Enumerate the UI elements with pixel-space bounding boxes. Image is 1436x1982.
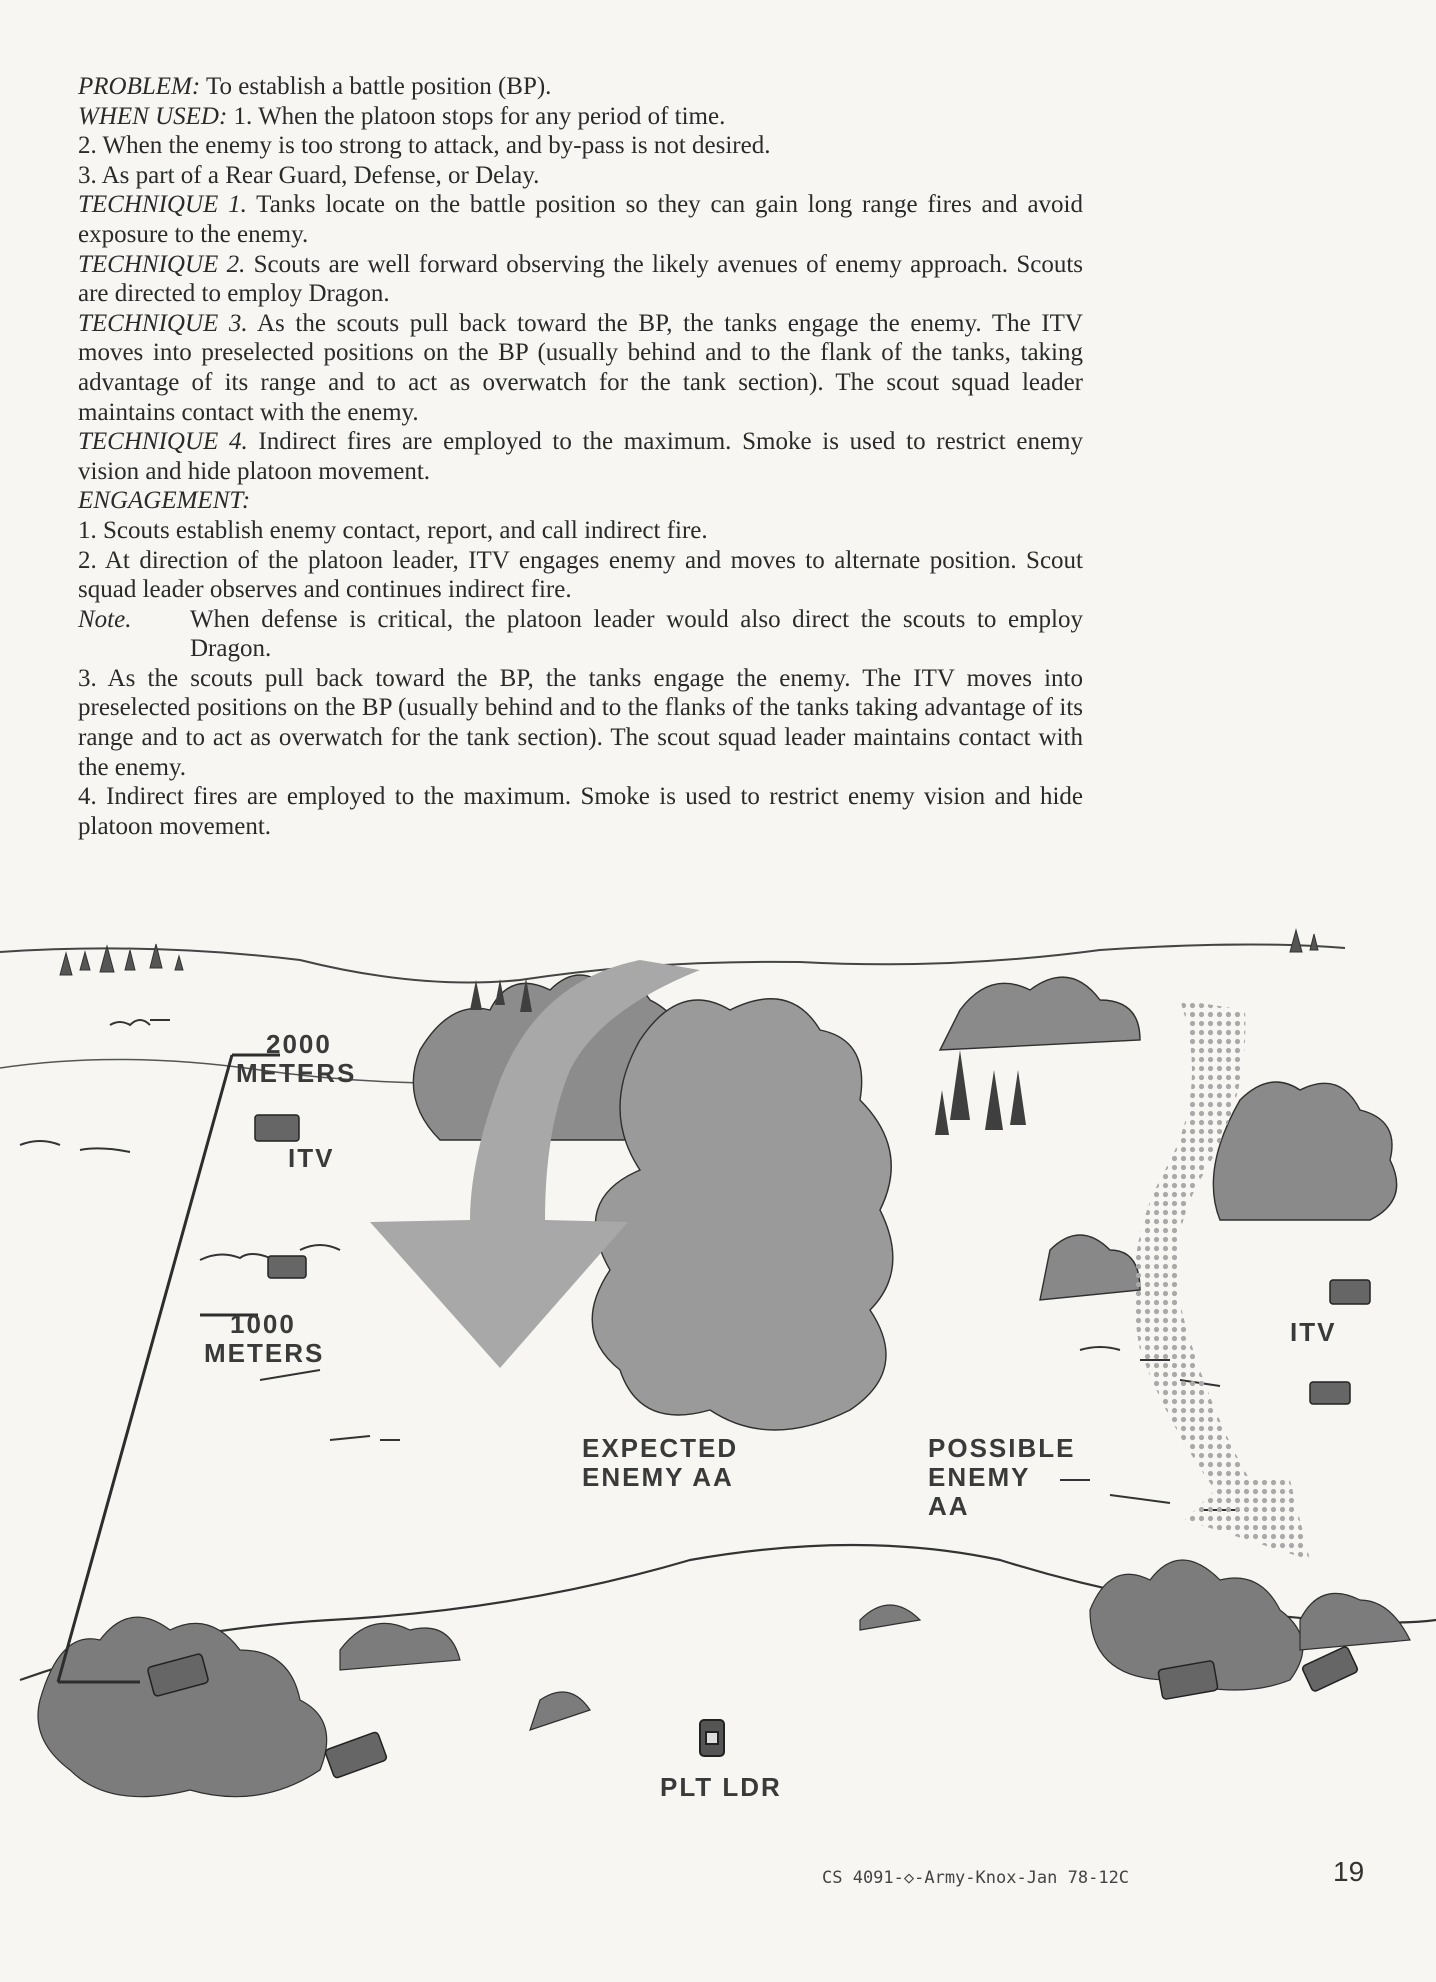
engagement-item-3: 3. As the scouts pull back toward the BP, the tanks engage the enemy. The ITV moves into preselected positions on the BP (usually behind and to the flanks of the tanks taking advantage of its range and to act as overwatch for the tank section). The scout squad leader maintains contact with the enemy. bbox=[78, 664, 1083, 781]
technique-3: TECHNIQUE 3. As the scouts pull back toward the BP, the tanks engage the enemy. The ITV moves into preselected positions on the BP (usually behind and to the flank of the tanks, taking advantage of its range and to act as overwatch for the tank section). The scout squad leader maintains contact with the enemy. bbox=[78, 309, 1083, 426]
range-2000-label: 2000 METERS bbox=[236, 1029, 357, 1088]
expected-enemy-aa-label: EXPECTED ENEMY AA bbox=[582, 1433, 739, 1492]
engagement-item-2: 2. At direction of the platoon leader, ITV engages enemy and moves to alternate position. Scout squad leader observes and continues indirect fire. bbox=[78, 546, 1083, 604]
engagement-note: Note. When defense is critical, the platoon leader would also direct the scouts to employ Dragon. bbox=[78, 605, 1083, 663]
problem-line: PROBLEM: To establish a battle position (BP). bbox=[78, 73, 552, 100]
battle-position-illustration bbox=[0, 920, 1436, 1850]
when-used-label: WHEN USED: bbox=[78, 102, 228, 130]
when-used-line: WHEN USED: 1. When the platoon stops for any period of time. bbox=[78, 102, 726, 130]
technique-4: TECHNIQUE 4. Indirect fires are employed to the maximum. Smoke is used to restrict enemy vision and hide platoon movement. bbox=[78, 428, 1083, 485]
when-used-item-3: 3. As part of a Rear Guard, Defense, or Delay. bbox=[78, 161, 540, 189]
possible-enemy-aa-label: POSSIBLE ENEMY AA bbox=[928, 1433, 1076, 1521]
technique-2: TECHNIQUE 2. Scouts are well forward observing the likely avenues of enemy approach. Scouts are directed to employ Dragon. bbox=[78, 250, 1083, 308]
range-1000-label: 1000 METERS bbox=[204, 1309, 325, 1368]
engagement-item-4: 4. Indirect fires are employed to the maximum. Smoke is used to restrict enemy vision and hide platoon movement. bbox=[78, 783, 1083, 840]
terrain-sketch bbox=[0, 920, 1436, 1850]
itv-label-right: ITV bbox=[1290, 1317, 1337, 1347]
platoon-leader-vehicle bbox=[700, 1720, 724, 1756]
plt-ldr-label: PLT LDR bbox=[660, 1772, 782, 1802]
engagement-heading: ENGAGEMENT: bbox=[78, 487, 251, 515]
engagement-item-1: 1. Scouts establish enemy contact, report, and call indirect fire. bbox=[78, 516, 708, 544]
page-number: 19 bbox=[1333, 1856, 1365, 1887]
doctrine-text bbox=[78, 72, 1083, 841]
technique-1: TECHNIQUE 1. Tanks locate on the battle position so they can gain long range fires and avoid exposure to the enemy. bbox=[78, 191, 1083, 248]
problem-label: PROBLEM: bbox=[78, 73, 201, 100]
itv-label-left: ITV bbox=[288, 1143, 335, 1173]
print-code: CS 4091-◇-Army-Knox-Jan 78-12C bbox=[822, 1868, 1130, 1888]
when-used-item-2: 2. When the enemy is too strong to attack, and by-pass is not desired. bbox=[78, 132, 771, 160]
